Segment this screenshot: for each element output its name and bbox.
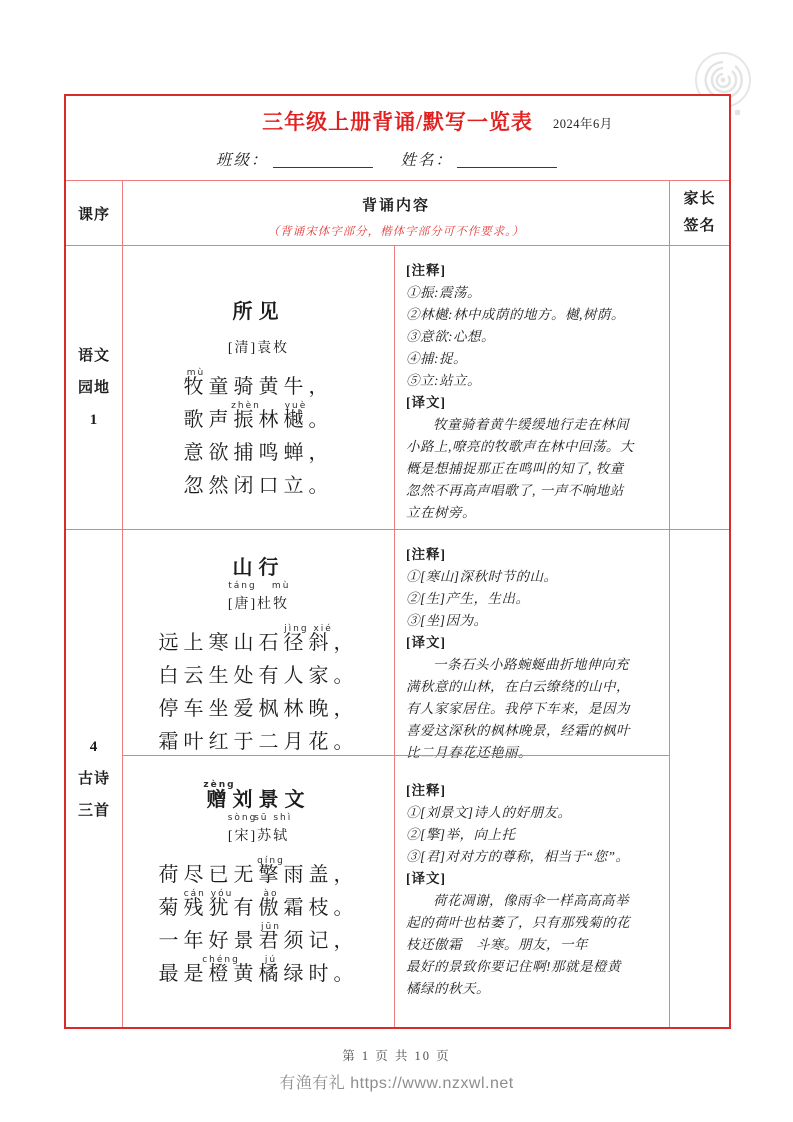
class-name-row [216, 148, 557, 170]
column-header-course: 课序 [66, 180, 122, 245]
date-label: 2024年6月 [553, 117, 613, 131]
poem-zeng-liujingwen [122, 755, 394, 1027]
poem-title: 所见 [232, 301, 285, 323]
translation-heading: [译文] [406, 871, 446, 886]
column-header-parent-sign: 家长 签名 [669, 180, 729, 245]
poem-lines: 远上寒山石 jìng xié 径斜 ， 白云生处有人家。 停车坐爱枫林晚， 霜叶红于二月花。 [158, 624, 359, 753]
class-blank-line [273, 150, 373, 168]
translation-text: 牧童骑着黄牛缓缓地行走在林间 小路上,嘹亮的牧歌声在林中回荡。大 概是想捕捉那正在鸣叫的知了, 牧童 忽然不再高声唱歌了, 一声不响地站 立在树旁。 [406, 417, 634, 520]
translation-heading: [译文] [406, 395, 446, 410]
translation-text: 荷花凋谢，像雨伞一样高高高举 起的荷叶也枯萎了，只有那残菊的花 枝还傲霜 斗寒。朋友，一年 最好的景致你要记住啊!那就是橙黄 橘绿的秋天。 [406, 893, 630, 996]
notes-heading: [注释] [406, 263, 446, 278]
site-watermark-text: 有渔有礼 https://www.nzxwl.net [279, 1075, 514, 1092]
content-header-label: 背诵内容 [361, 198, 430, 214]
notes-list: ①振:震荡。 ②林樾:林中成荫的地方。樾,树荫。 ③意欲:心想。 ④捕:捉。 ⑤立:站立。 [406, 285, 625, 388]
translation-text: 一条石头小路蜿蜒曲折地伸向充 满秋意的山林，在白云缭绕的山中， 有人家家居住。我停下车来，是因为 喜爱这深秋的枫林晚景，经霜的枫叶 比二月春花还艳丽。 [406, 657, 630, 760]
recitation-table [64, 94, 731, 1029]
page-number: 第 1 页 共 10 页 [342, 1049, 451, 1063]
poem-zeng-liujingwen-notes [394, 755, 669, 1027]
translation-heading: [译文] [406, 635, 446, 650]
notes-list: ①[刘景文]诗人的好朋友。 ②[擎]举，向上托 ③[君]对对方的尊称，相当于“您”。 [406, 805, 630, 864]
title-block [66, 96, 729, 180]
poem-lines: mù 牧 童骑黄牛， 歌声 zhèn 振 林 yuè 樾 。 意欲捕鸣蝉， 忽然闭口立。 [183, 368, 334, 497]
poem-author: [ táng 唐 ]杜 mù 牧 [227, 581, 291, 612]
poem-title: 山行 [232, 557, 285, 579]
course-cell-yuwen-yuandi-1: 语文 园地 1 [66, 245, 122, 529]
parent-sign-cell-row2 [669, 529, 729, 1027]
name-blank-line [457, 150, 557, 168]
notes-list: ①[寒山]深秋时节的山。 ②[生]产生，生出。 ③[坐]因为。 [406, 569, 558, 628]
poem-title: zèng 赠 刘景文 [203, 780, 311, 811]
content-header-note: （背诵宋体字部分，楷体字部分可不作要求。） [267, 226, 525, 238]
poem-suojian [122, 245, 394, 529]
poem-shanxing-notes [394, 529, 669, 760]
poem-shanxing [122, 529, 394, 755]
column-header-content [122, 180, 669, 245]
notes-heading: [注释] [406, 547, 446, 562]
poem-author: [清]袁枚 [227, 341, 290, 356]
parent-sign-cell-row1 [669, 245, 729, 529]
poem-author: [ sòng 宋 ] sū shì 苏轼 [227, 813, 293, 844]
notes-heading: [注释] [406, 783, 446, 798]
page-title: 三年级上册背诵/默写一览表 [262, 110, 533, 134]
poem-lines: 荷尽已无 qíng 擎 雨盖， 菊 cán yóu 残犹 有 ào 傲 霜枝。 一年好景 jūn 君 须记， 最是 chéng 橙 黄 jú 橘 绿时。 [158, 856, 359, 985]
name-label: 姓名： [400, 152, 454, 169]
course-cell-gushi-sanshou: 4 古诗 三首 [66, 529, 122, 1027]
class-label: 班级： [216, 152, 269, 169]
poem-suojian-notes [394, 245, 669, 529]
